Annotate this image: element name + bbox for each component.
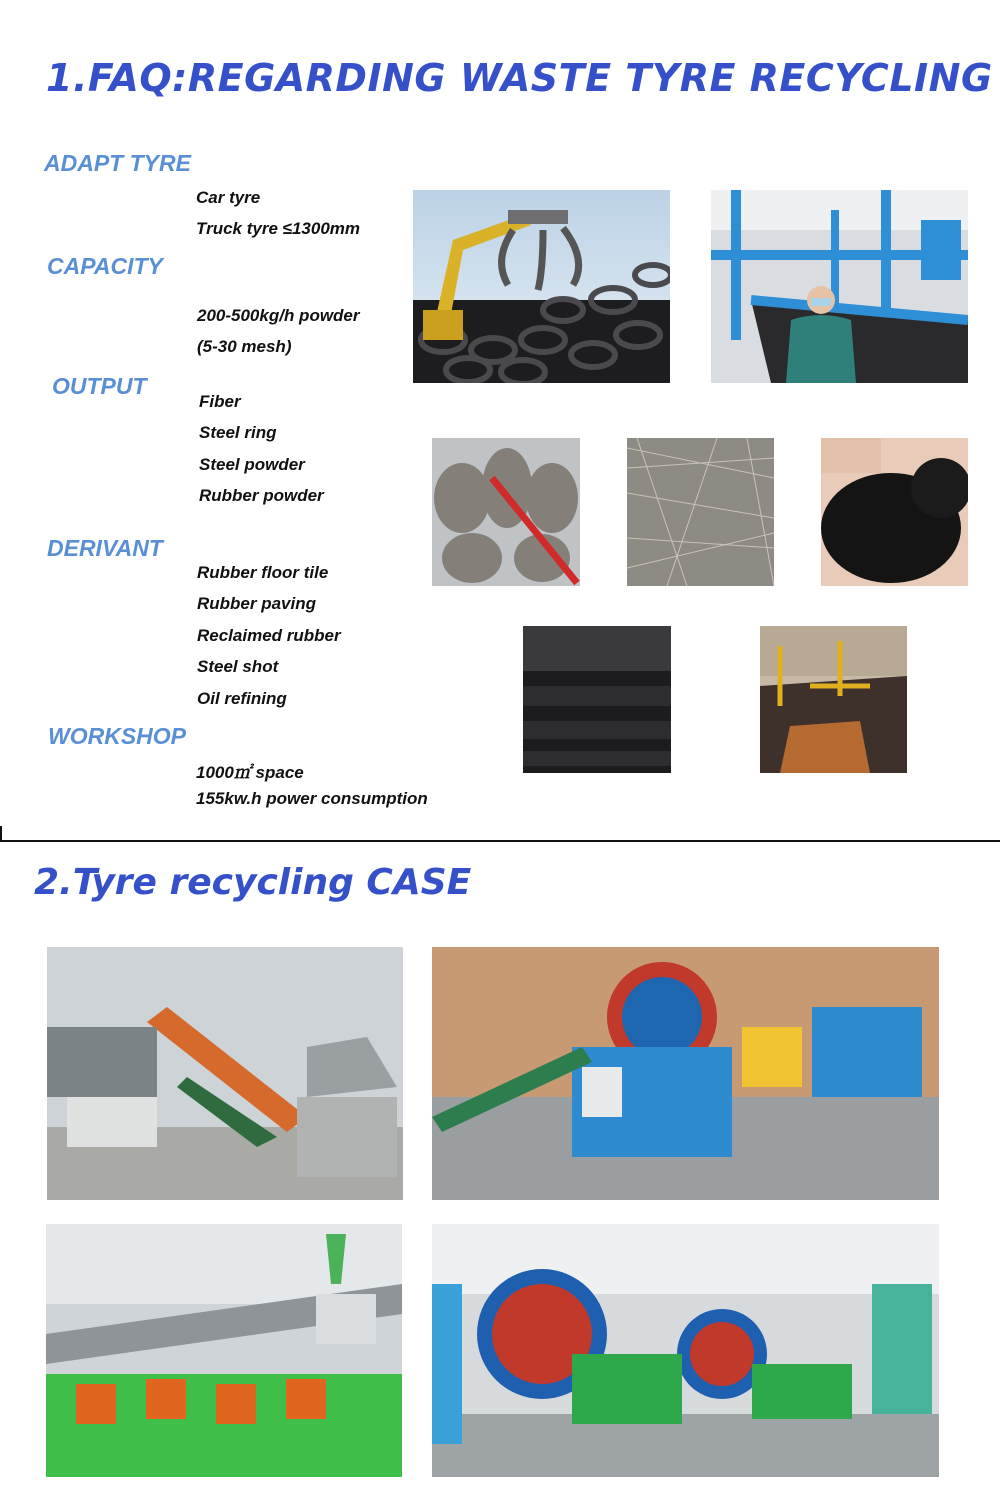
adapt-tyre-item: Truck tyre ≤1300mm (196, 219, 360, 238)
worker-conveyor-photo (711, 190, 968, 383)
derivant-item: Oil refining (197, 689, 287, 708)
derivant-item: Reclaimed rubber (197, 626, 341, 645)
shredder-line-photo-2 (432, 947, 939, 1200)
tyre-pile-excavator-photo (413, 190, 670, 383)
section-divider (0, 840, 1000, 842)
output-item: Steel powder (199, 455, 305, 474)
section-heading-workshop: WORKSHOP (48, 723, 186, 749)
capacity-item: 200-500kg/h powder (197, 306, 360, 325)
derivant-item: Steel shot (197, 657, 279, 676)
derivant-item: Rubber paving (197, 594, 317, 613)
capacity-item: (5-30 mesh) (197, 337, 292, 356)
derivant-item: Rubber floor tile (197, 563, 329, 582)
output-item: Steel ring (199, 423, 277, 442)
factory-line-photo-1 (47, 947, 403, 1200)
section-heading-capacity: CAPACITY (47, 253, 163, 279)
adapt-tyre-item: Car tyre (196, 188, 261, 207)
section-heading-adapt-tyre: ADAPT TYRE (44, 150, 191, 176)
section-heading-derivant: DERIVANT (47, 535, 163, 561)
workshop-item: 1000㎡ space (196, 763, 304, 782)
workshop-item: 155kw.h power consumption (196, 789, 428, 808)
output-item: Rubber powder (199, 486, 324, 505)
section-heading-output: OUTPUT (52, 373, 147, 399)
fiber-photo (432, 438, 580, 586)
faq-title: 1.FAQ:REGARDING WASTE TYRE RECYCLING (46, 56, 993, 100)
shredder-line-photo-4 (432, 1224, 939, 1477)
rubber-mat-photo (523, 626, 671, 773)
gym-floor-tile-photo (760, 626, 907, 773)
rubber-granules-photo (821, 438, 968, 586)
green-machines-photo-3 (46, 1224, 402, 1477)
steel-wire-photo (627, 438, 774, 586)
case-title: 2.Tyre recycling CASE (34, 862, 472, 903)
output-item: Fiber (199, 392, 241, 411)
